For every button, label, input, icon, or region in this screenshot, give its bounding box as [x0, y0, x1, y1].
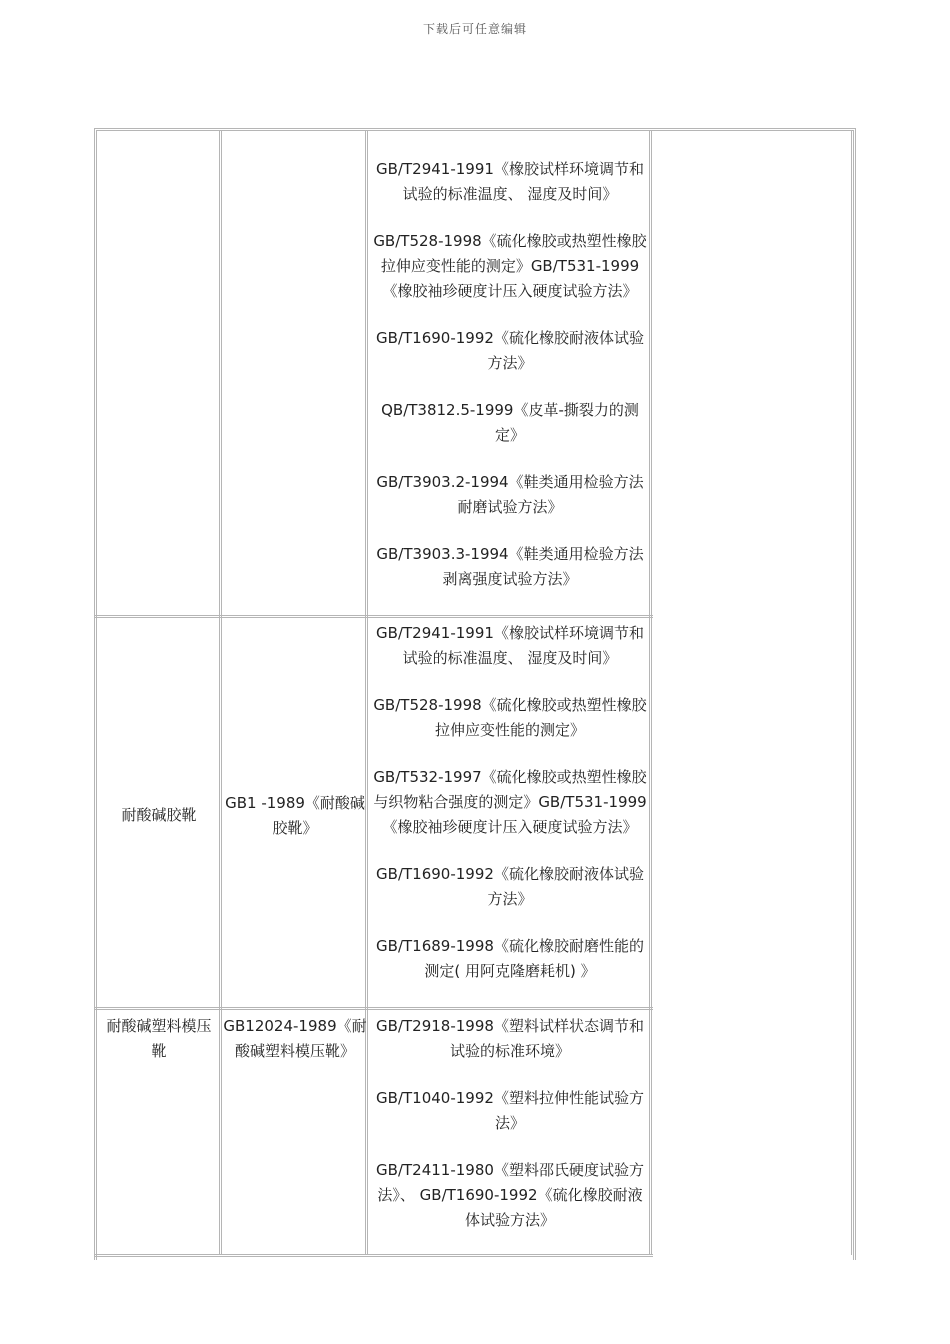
column-divider [365, 131, 368, 1255]
column-divider [851, 131, 854, 1255]
table-cell-standard: GB12024-1989《耐酸碱塑料模压靴》 [223, 1017, 367, 1060]
table-cell-test-methods [370, 621, 650, 1006]
test-method-entry: GB/T1040-1992《塑料拉伸性能试验方法》 [376, 1089, 644, 1132]
test-method-entry: GB/T528-1998《硫化橡胶或热塑性橡胶拉伸应变性能的测定》GB/T531-1999《橡胶袖珍硬度计压入硬度试验方法》 [373, 232, 647, 300]
table-cell-standard: GB1 -1989《耐酸碱胶靴》 [225, 794, 365, 837]
test-method-entry: GB/T532-1997《硫化橡胶或热塑性橡胶与织物粘合强度的测定》GB/T531-1999《橡胶袖珍硬度计压入硬度试验方法》 [373, 768, 647, 836]
page-header: 下载后可任意编辑 [422, 22, 527, 36]
test-method-entry: GB/T1689-1998《硫化橡胶耐磨性能的测定( 用阿克隆磨耗机) 》 [376, 937, 644, 980]
test-method-entry: GB/T528-1998《硫化橡胶或热塑性橡胶拉伸应变性能的测定》 [373, 696, 647, 739]
test-method-entry: GB/T2941-1991《橡胶试样环境调节和试验的标准温度、 湿度及时间》 [376, 160, 644, 203]
test-method-entry: GB/T2941-1991《橡胶试样环境调节和试验的标准温度、 湿度及时间》 [376, 624, 644, 667]
table-cell-test-methods [370, 157, 650, 614]
test-method-entry: GB/T1690-1992《硫化橡胶耐液体试验方法》 [376, 865, 644, 908]
table-cell-test-methods [370, 1014, 650, 1255]
test-method-entry: GB/T1690-1992《硫化橡胶耐液体试验方法》 [376, 329, 644, 372]
row-divider [94, 615, 653, 618]
test-method-entry: GB/T2918-1998《塑料试样状态调节和试验的标准环境》 [376, 1017, 644, 1060]
test-method-entry: GB/T3903.3-1994《鞋类通用检验方法剥离强度试验方法》 [376, 545, 644, 588]
table-cell-product: 耐酸碱塑料模压靴 [106, 1017, 212, 1060]
column-divider [219, 131, 222, 1255]
test-method-entry: GB/T3903.2-1994《鞋类通用检验方法耐磨试验方法》 [376, 473, 644, 516]
test-method-entry: GB/T2411-1980《塑料邵氏硬度试验方法》、 GB/T1690-1992《硫化橡胶耐液体试验方法》 [376, 1161, 644, 1229]
table-cell-product: 耐酸碱胶靴 [121, 806, 197, 824]
row-divider [94, 1007, 653, 1010]
test-method-entry: QB/T3812.5-1999《皮革-撕裂力的测定》 [381, 401, 639, 444]
